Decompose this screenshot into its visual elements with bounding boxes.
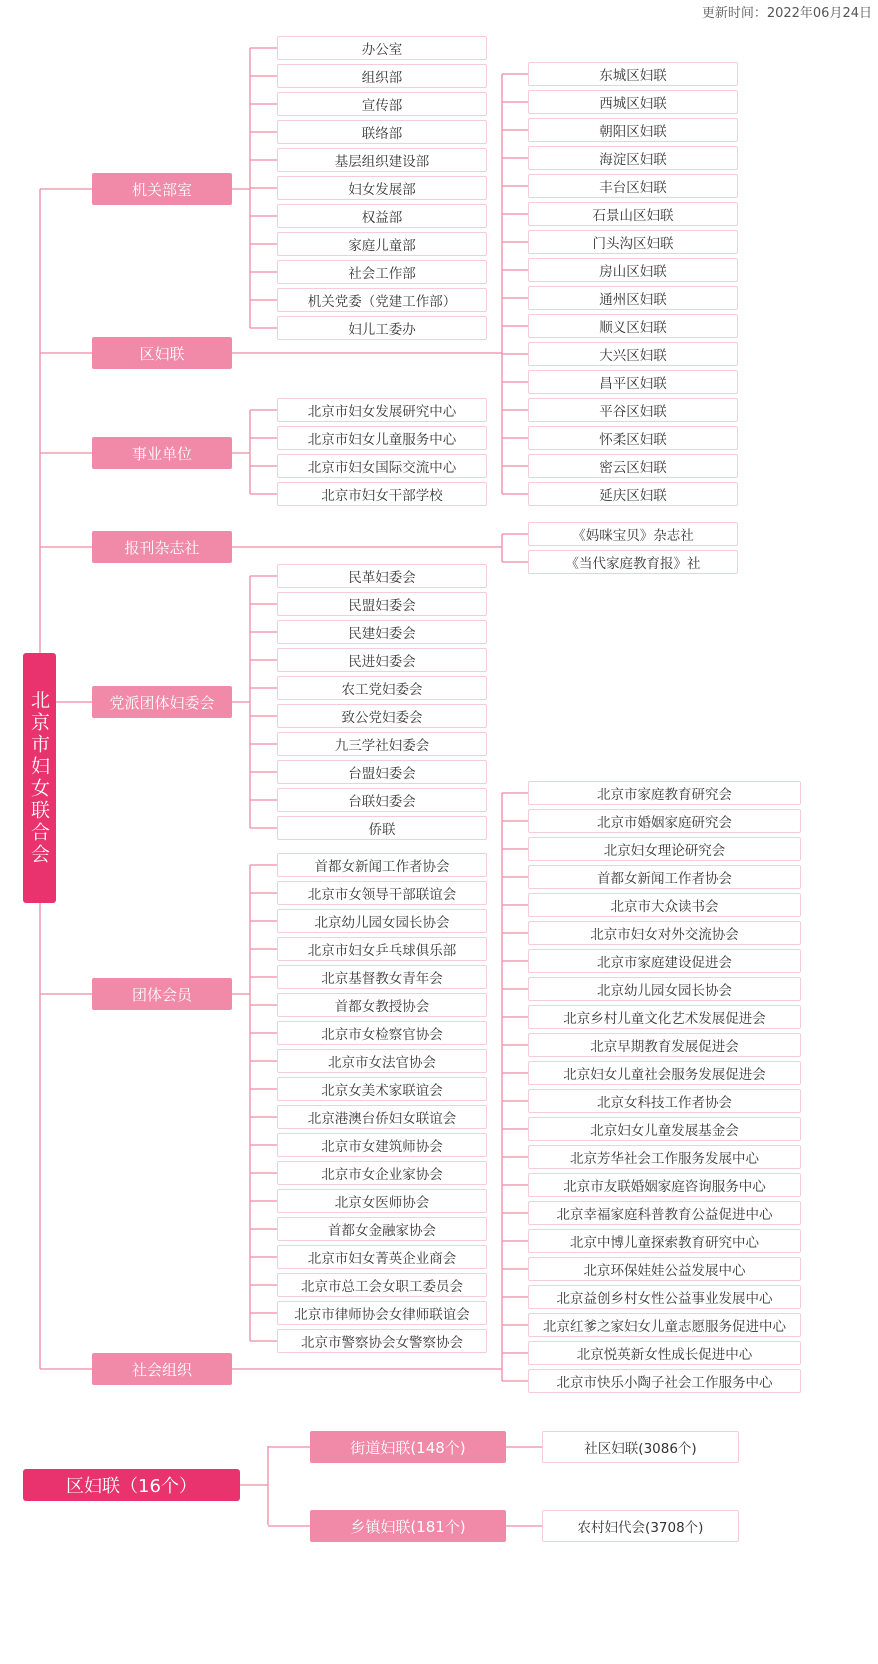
item-box[interactable]: 延庆区妇联 <box>528 482 738 506</box>
item-box[interactable]: 北京市快乐小陶子社会工作服务中心 <box>528 1369 801 1393</box>
item-box[interactable]: 北京幼儿园女园长协会 <box>277 909 487 933</box>
item-box[interactable]: 侨联 <box>277 816 487 840</box>
district-branch-box[interactable]: 乡镇妇联(181个) <box>310 1510 506 1542</box>
item-box[interactable]: 台联妇委会 <box>277 788 487 812</box>
item-box[interactable]: 北京市警察协会女警察协会 <box>277 1329 487 1353</box>
item-box[interactable]: 首都女新闻工作者协会 <box>528 865 801 889</box>
item-box[interactable]: 北京环保娃娃公益发展中心 <box>528 1257 801 1281</box>
item-box[interactable]: 北京市总工会女职工委员会 <box>277 1273 487 1297</box>
item-box[interactable]: 台盟妇委会 <box>277 760 487 784</box>
item-box[interactable]: 联络部 <box>277 120 487 144</box>
item-box[interactable]: 北京市妇女儿童服务中心 <box>277 426 487 450</box>
item-box[interactable]: 昌平区妇联 <box>528 370 738 394</box>
item-box[interactable]: 办公室 <box>277 36 487 60</box>
item-box[interactable]: 大兴区妇联 <box>528 342 738 366</box>
item-box[interactable]: 北京市家庭建设促进会 <box>528 949 801 973</box>
category-box[interactable]: 党派团体妇委会 <box>92 686 232 718</box>
category-box[interactable]: 区妇联 <box>92 337 232 369</box>
item-box[interactable]: 基层组织建设部 <box>277 148 487 172</box>
item-box[interactable]: 北京市女建筑师协会 <box>277 1133 487 1157</box>
item-box[interactable]: 组织部 <box>277 64 487 88</box>
item-box[interactable]: 北京市妇女干部学校 <box>277 482 487 506</box>
item-box[interactable]: 北京妇女儿童发展基金会 <box>528 1117 801 1141</box>
item-box[interactable]: 权益部 <box>277 204 487 228</box>
item-box[interactable]: 民进妇委会 <box>277 648 487 672</box>
item-box[interactable]: 北京悦英新女性成长促进中心 <box>528 1341 801 1365</box>
category-box[interactable]: 社会组织 <box>92 1353 232 1385</box>
item-box[interactable]: 北京市大众读书会 <box>528 893 801 917</box>
item-box[interactable]: 石景山区妇联 <box>528 202 738 226</box>
item-box[interactable]: 北京女科技工作者协会 <box>528 1089 801 1113</box>
item-box[interactable]: 北京市律师协会女律师联谊会 <box>277 1301 487 1325</box>
item-box[interactable]: 北京市妇女对外交流协会 <box>528 921 801 945</box>
item-box[interactable]: 顺义区妇联 <box>528 314 738 338</box>
item-box[interactable]: 丰台区妇联 <box>528 174 738 198</box>
item-box[interactable]: 北京妇女儿童社会服务发展促进会 <box>528 1061 801 1085</box>
item-box[interactable]: 北京益创乡村女性公益事业发展中心 <box>528 1285 801 1309</box>
update-time: 更新时间：2022年06月24日 <box>701 6 872 21</box>
item-box[interactable]: 北京幼儿园女园长协会 <box>528 977 801 1001</box>
item-box[interactable]: 北京乡村儿童文化艺术发展促进会 <box>528 1005 801 1029</box>
item-box[interactable]: 海淀区妇联 <box>528 146 738 170</box>
item-box[interactable]: 首都女金融家协会 <box>277 1217 487 1241</box>
item-box[interactable]: 北京市妇女国际交流中心 <box>277 454 487 478</box>
district-child-box[interactable]: 社区妇联(3086个) <box>542 1431 739 1463</box>
item-box[interactable]: 致公党妇委会 <box>277 704 487 728</box>
item-box[interactable]: 朝阳区妇联 <box>528 118 738 142</box>
item-box[interactable]: 北京市友联婚姻家庭咨询服务中心 <box>528 1173 801 1197</box>
item-box[interactable]: 北京妇女理论研究会 <box>528 837 801 861</box>
item-box[interactable]: 北京市女检察官协会 <box>277 1021 487 1045</box>
item-box[interactable]: 北京基督教女青年会 <box>277 965 487 989</box>
item-box[interactable]: 宣传部 <box>277 92 487 116</box>
item-box[interactable]: 北京女医师协会 <box>277 1189 487 1213</box>
item-box[interactable]: 首都女新闻工作者协会 <box>277 853 487 877</box>
item-box[interactable]: 妇女发展部 <box>277 176 487 200</box>
item-box[interactable]: 北京中博儿童探索教育研究中心 <box>528 1229 801 1253</box>
item-box[interactable]: 妇儿工委办 <box>277 316 487 340</box>
item-box[interactable]: 北京市婚姻家庭研究会 <box>528 809 801 833</box>
category-box[interactable]: 机关部室 <box>92 173 232 205</box>
item-box[interactable]: 民革妇委会 <box>277 564 487 588</box>
root-title[interactable]: 北京市妇女联合会 <box>23 653 56 903</box>
item-box[interactable]: 北京市妇女乒乓球俱乐部 <box>277 937 487 961</box>
district-branch-box[interactable]: 街道妇联(148个) <box>310 1431 506 1463</box>
item-box[interactable]: 北京女美术家联谊会 <box>277 1077 487 1101</box>
item-box[interactable]: 北京市妇女发展研究中心 <box>277 398 487 422</box>
district-root[interactable]: 区妇联（16个） <box>23 1469 240 1501</box>
item-box[interactable]: 北京幸福家庭科普教育公益促进中心 <box>528 1201 801 1225</box>
category-box[interactable]: 报刊杂志社 <box>92 531 232 563</box>
item-box[interactable]: 北京市女领导干部联谊会 <box>277 881 487 905</box>
item-box[interactable]: 密云区妇联 <box>528 454 738 478</box>
item-box[interactable]: 北京早期教育发展促进会 <box>528 1033 801 1057</box>
item-box[interactable]: 家庭儿童部 <box>277 232 487 256</box>
item-box[interactable]: 北京市妇女菁英企业商会 <box>277 1245 487 1269</box>
item-box[interactable]: 社会工作部 <box>277 260 487 284</box>
item-box[interactable]: 北京市女法官协会 <box>277 1049 487 1073</box>
item-box[interactable]: 九三学社妇委会 <box>277 732 487 756</box>
item-box[interactable]: 民建妇委会 <box>277 620 487 644</box>
item-box[interactable]: 房山区妇联 <box>528 258 738 282</box>
item-box[interactable]: 东城区妇联 <box>528 62 738 86</box>
item-box[interactable]: 民盟妇委会 <box>277 592 487 616</box>
item-box[interactable]: 西城区妇联 <box>528 90 738 114</box>
district-child-box[interactable]: 农村妇代会(3708个) <box>542 1510 739 1542</box>
item-box[interactable]: 农工党妇委会 <box>277 676 487 700</box>
item-box[interactable]: 北京港澳台侨妇女联谊会 <box>277 1105 487 1129</box>
item-box[interactable]: 北京红爹之家妇女儿童志愿服务促进中心 <box>528 1313 801 1337</box>
item-box[interactable]: 机关党委（党建工作部） <box>277 288 487 312</box>
item-box[interactable]: 《当代家庭教育报》社 <box>528 550 738 574</box>
item-box[interactable]: 门头沟区妇联 <box>528 230 738 254</box>
category-box[interactable]: 团体会员 <box>92 978 232 1010</box>
item-box[interactable]: 北京芳华社会工作服务发展中心 <box>528 1145 801 1169</box>
item-box[interactable]: 北京市家庭教育研究会 <box>528 781 801 805</box>
item-box[interactable]: 北京市女企业家协会 <box>277 1161 487 1185</box>
item-box[interactable]: 通州区妇联 <box>528 286 738 310</box>
item-box[interactable]: 首都女教授协会 <box>277 993 487 1017</box>
item-box[interactable]: 《妈咪宝贝》杂志社 <box>528 522 738 546</box>
item-box[interactable]: 怀柔区妇联 <box>528 426 738 450</box>
item-box[interactable]: 平谷区妇联 <box>528 398 738 422</box>
category-box[interactable]: 事业单位 <box>92 437 232 469</box>
